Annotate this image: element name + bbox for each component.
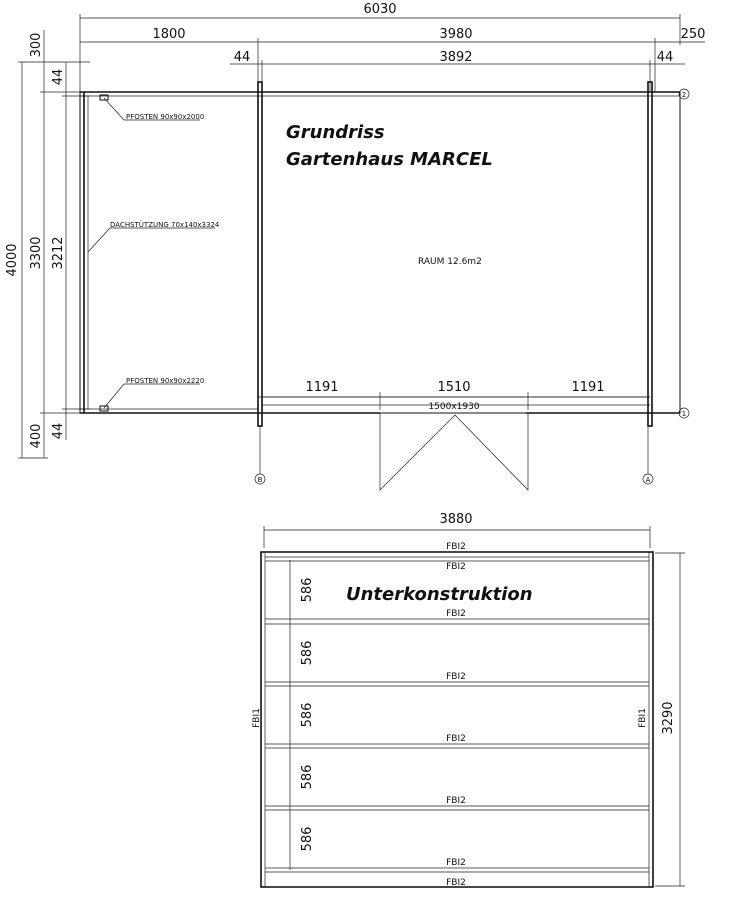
dim-wall-top: 44 <box>51 68 66 86</box>
substructure-title: Unterkonstruktion <box>346 584 533 605</box>
beam-fbi2-label: FBI2 <box>446 734 466 744</box>
wall-axis-b <box>258 82 262 426</box>
substructure-height: 3290 <box>661 701 676 735</box>
beam-fbi2-label: FBI2 <box>446 878 466 888</box>
axis-b-label: B <box>257 476 263 484</box>
beam-fbi2-label: FBI2 <box>446 609 466 619</box>
post-bottom <box>100 406 108 411</box>
plan-title-line2: Gartenhaus MARCEL <box>286 149 493 170</box>
dim-wall-right: 44 <box>656 50 674 65</box>
beam-fbi2-label: FBI2 <box>446 542 466 552</box>
dim-inner-width: 3892 <box>439 50 473 65</box>
door-size-label: 1500x1930 <box>428 402 480 412</box>
beam-fbi1-right: FBI1 <box>638 708 648 728</box>
dim-front-right: 1191 <box>571 380 605 395</box>
dim-front-left: 1191 <box>305 380 339 395</box>
dim-total-depth: 4000 <box>5 243 20 277</box>
beam-fbi2-label: FBI2 <box>446 858 466 868</box>
room-area-label: RAUM 12.6m2 <box>418 257 482 267</box>
dim-overhang-left: 1800 <box>152 27 186 42</box>
dim-outer-depth: 3300 <box>29 236 44 270</box>
beam-fbi2-label: FBI2 <box>446 796 466 806</box>
spacing-2: 586 <box>300 640 315 666</box>
dim-outer-width: 3980 <box>439 27 473 42</box>
beam-fbi1-left: FBI1 <box>252 708 262 728</box>
dim-wall-bottom: 44 <box>51 422 66 440</box>
dim-overhang-right: 250 <box>680 27 706 42</box>
spacing-1: 586 <box>300 577 315 603</box>
label-roof-support: DACHSTÜTZUNG 70x140x3324 <box>110 221 220 229</box>
beam-fbi2-label: FBI2 <box>446 562 466 572</box>
label-post-bottom: PFOSTEN 90x90x2220 <box>126 377 205 385</box>
plan-title-line1: Grundriss <box>286 122 385 143</box>
substructure-plan <box>261 526 685 887</box>
spacing-3: 586 <box>300 702 315 728</box>
wall-axis-a <box>648 82 652 426</box>
dim-overhang-bottom: 400 <box>29 423 44 449</box>
dim-door-width: 1510 <box>437 380 471 395</box>
axis-a-label: A <box>645 476 651 484</box>
dim-inner-depth: 3212 <box>51 236 66 270</box>
beam-fbi2-label: FBI2 <box>446 672 466 682</box>
axis-2-label: 2 <box>681 91 687 99</box>
top-dimension-lines <box>80 14 705 92</box>
spacing-4: 586 <box>300 764 315 790</box>
spacing-5: 586 <box>300 826 315 852</box>
dim-wall-left: 44 <box>233 50 251 65</box>
dim-total-width: 6030 <box>363 2 397 17</box>
floor-plan <box>80 82 689 490</box>
axis-1-label: 1 <box>681 410 687 418</box>
substructure-width: 3880 <box>439 512 473 527</box>
label-post-top: PFOSTEN 90x90x2000 <box>126 113 205 121</box>
dim-overhang-top: 300 <box>29 32 44 58</box>
